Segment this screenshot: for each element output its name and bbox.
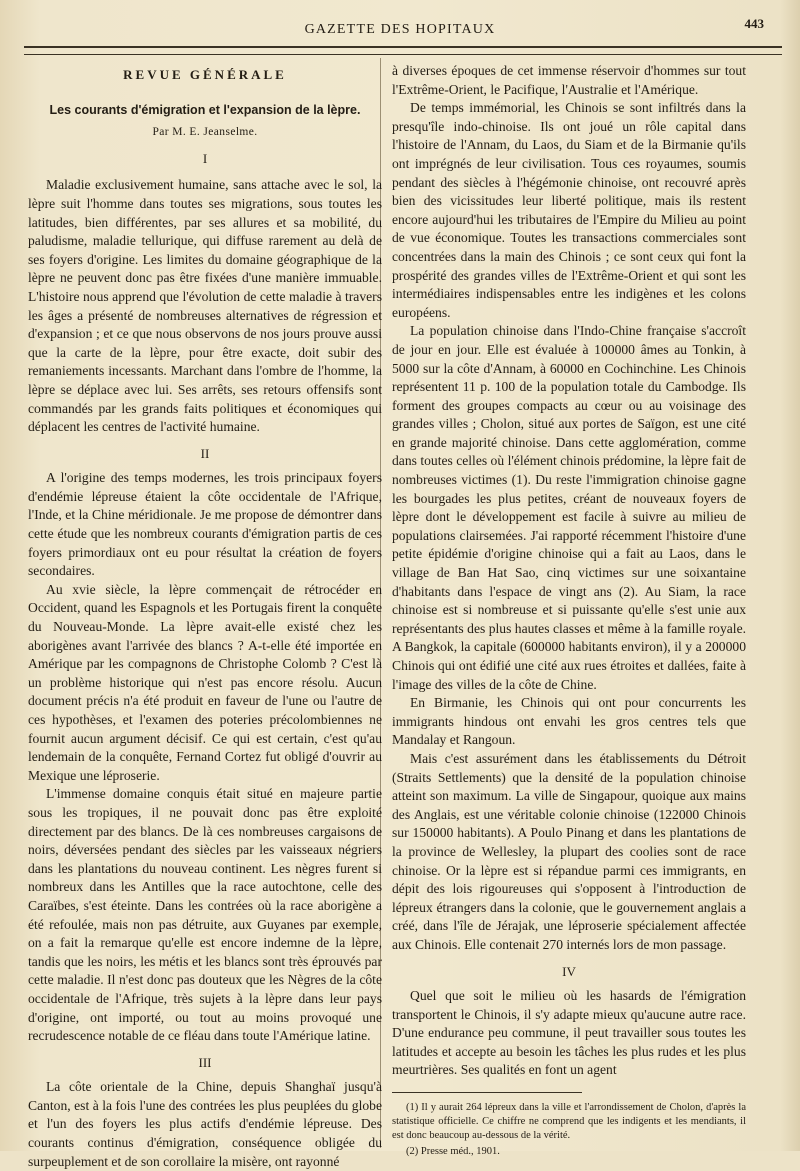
paragraph-split-left: La côte orientale de la Chine, depuis Shanghaï jusqu'à Canton, est à la fois l'une des contrées les plus peuplées du globe et l'un des foyers les plus actifs d'endémie lépreuse. Des courants continus d'émigration, conséquence obligée du surpeuplement et de son corollaire la misère, ont rayonné [28,1079,382,1169]
running-head [0,16,800,38]
footnote: (2) Presse méd., 1901. [406,1146,500,1158]
section-numeral-2: II [200,445,210,461]
paragraph-split-right: à diverses époques de cet immense réservoir d'hommes sur tout l'Extrême-Orient, le Pacifique, l'Australie et l'Amérique. [392,63,746,97]
footnote-rule [392,1092,582,1093]
section-numeral-1: I [202,150,208,166]
paragraph: Mais c'est assurément dans les établissements du Détroit (Straits Settlements) que la densité de la population chinoise atteint son maximum. La ville de Singapour, quoique aux mains des Anglais, est une véritable colonie chinoise (122000 Chinois sur 150000 habitants). A Poulo Pinang et dans les plantations de la province de Wellesley, la plupart des coolies sont de race chinoise. Or la lèpre est si répandue parmi ces immigrants, en dépit des lois rigoureuses qui s'opposent à l'introduction de lépreux étrangers dans la colonie, que le gouvernement anglais a créé, dans l'île de Jérajak, une léproserie spécialement affectée aux Chinois. Elle contenait 270 internés lors de mon passage. [392,750,746,952]
left-column [28,60,382,1171]
journal-title: GAZETTE DES HOPITAUX [304,22,496,37]
article-title: Les courants d'émigration et l'expansion de la lèpre. [49,102,361,117]
page-number: 443 [744,16,764,31]
header-double-rule [24,46,782,55]
rubric-heading: REVUE GÉNÉRALE [123,67,287,82]
paragraph: De temps immémorial, les Chinois se sont infiltrés dans la presqu'île indo-chinoise. Ils ont joué un rôle capital dans l'histoire de l'Annam, du Laos, du Siam et de la Birmanie qu'ils ont imprégnés de leur civilisation. Tous ces royaumes, soumis pendant des siècles à l'hégémonie chinoise, ont recouvré après bien des vicissitudes leur liberté politique, mais ils restent encore aujourd'hui les tributaires de l'Empire du Milieu au point de vue économique. Toutes les transactions commerciales sont concentrées dans la main des Chinois ; ce sont ceux qui font la prospérité des grandes villes de l'Extrême-Orient et qui sont les intermédiaires indispensables entre les indigènes et les colons européens. [392,100,746,320]
right-column [392,62,746,1161]
paragraph: A l'origine des temps modernes, les trois principaux foyers d'endémie lépreuse étaient la côte occidentale de l'Afrique, l'Inde, et la Chine méridionale. Je me propose de démontrer dans cette étude que les nombreux courants d'émigration partis de ces foyers primordiaux ont eu pour résultat la création de foyers secondaires. [28,470,382,579]
footnote: (1) Il y aurait 264 lépreux dans la ville et l'arrondissement de Cholon, d'après la statistique officielle. Ce chiffre ne comprend que les indigents et les mendiants, il est donc beaucoup au-dessous de la vérité. [392,1102,746,1142]
paragraph: En Birmanie, les Chinois qui ont pour concurrents les immigrants hindous ont envahi les gros centres tels que Mandalay et Rangoun. [392,695,746,748]
paragraph: Maladie exclusivement humaine, sans attache avec le sol, la lèpre suit l'homme dans toutes ses migrations, sous toutes les latitudes, bien différentes, par ses allures et sa mobilité, du paludisme, maladie tellurique, qui diffuse rarement au delà de ses foyers d'origine. Les limites du domaine géographique de la lèpre ne peuvent donc pas être fixées d'une manière immuable. L'histoire nous apprend que l'évolution de cette maladie à travers les âges a présenté de nombreuses alternatives de régression et d'expansion ; et ce que nous observons de nos jours prouve aussi que la carte de la lèpre, pour être exacte, doit subir des remaniements incessants. Marchant dans l'ombre de l'homme, la lèpre se déplace avec lui. Ses arrêts, ses retours offensifs sont commandés par les grands faits politiques et économiques qui déplacent les centres de l'activité humaine. [28,177,382,435]
paragraph: Au xvie siècle, la lèpre commençait de rétrocéder en Occident, quand les Espagnols et les Portugais firent la conquête du Nouveau-Monde. La lèpre avait-elle existé chez les aborigènes avant l'arrivée des blancs ? A-t-elle été importée en Amérique par les compagnons de Christophe Colomb ? C'est là un problème historique qui n'est pas encore résolu. Aucun document précis n'a été produit en faveur de l'une ou l'autre de ces hypothèses, et l'examen des poteries précolombiennes ne fournit aucun argument décisif. Ce qui est certain, c'est qu'au lendemain de la conquête, Fernand Cortez fut obligé d'ouvrir au Mexique une léproserie. [28,581,382,783]
paragraph: La population chinoise dans l'Indo-Chine française s'accroît de jour en jour. Elle est évaluée à 100000 âmes au Tonkin, à 5000 sur la côte d'Annam, à 60000 en Cochinchine. Les Chinois représentent 11 p. 100 de la population totale du Cambodge. Ils forment des groupes compacts au cœur ou au voisinage des grandes villes ; Cholon, situé aux portes de Saïgon, est une cité en grande majorité chinoise. Dans cette agglomération, comme dans toutes celles où l'élément chinois prédomine, la lèpre fait de nombreuses victimes (1). Du reste l'immigration chinoise gagne les bourgades les plus petites, créant de nouveaux foyers de lèpre dont le développement est facile à suivre au milieu de populations clairsemées. J'ai rapporté récemment l'histoire d'une petite épidémie d'origine chinoise qui a fait au Laos, dans le village de Ban Hat Sao, cinq victimes sur une soixantaine d'habitants dans l'espace de vingt ans (2). Au Siam, la race chinoise est si nombreuse et si puissante qu'elle s'est unie aux représentants des plus hautes classes et même à la famille royale. A Bangkok, la capitale (600000 habitants environ), il y a 200000 Chinois qui ont édifié une cité aux rues étroites et dallées, faite à l'image des villes de la côte de Chine. [392,323,746,692]
article-byline: Par M. E. Jeanselme. [152,126,258,139]
section-numeral-3: III [198,1054,212,1070]
paragraph: Quel que soit le milieu où les hasards de l'émigration transportent le Chinois, il s'y adapte mieux qu'aucune autre race. D'une endurance peu commune, il peut travailler sous toutes les latitudes et accepte au besoin les tâches les plus rudes et les plus meurtrières. Ses qualités en font un agent [392,988,746,1078]
paragraph: L'immense domaine conquis était situé en majeure partie sous les tropiques, il ne pouvait donc pas être exploité directement par des blancs. De là ces nombreuses cargaisons de noirs, déversées pendant des siècles par les vaisseaux négriers dans les plantations du nouveau continent. Les nègres furent si nombreux dans les Antilles que la race autochtone, celle des Caraïbes, s'est éteinte. Dans les contrées où la race aborigène a été refoulée, mais non pas détruite, aux Guyanes par exemple, on a fait la remarque qu'elle est encore indemne de la lèpre, tandis que les noirs, les métis et les blancs sont très éprouvés par cette maladie. Il n'est donc pas douteux que les Nègres de la côte occidentale de l'Afrique, très sujets à la lèpre dans leur pays d'origine, ont importé, ou tout au moins provoqué une recrudescence notable de ce fléau dans toute l'Amérique latine. [28,786,382,1044]
section-numeral-4: IV [562,963,576,979]
